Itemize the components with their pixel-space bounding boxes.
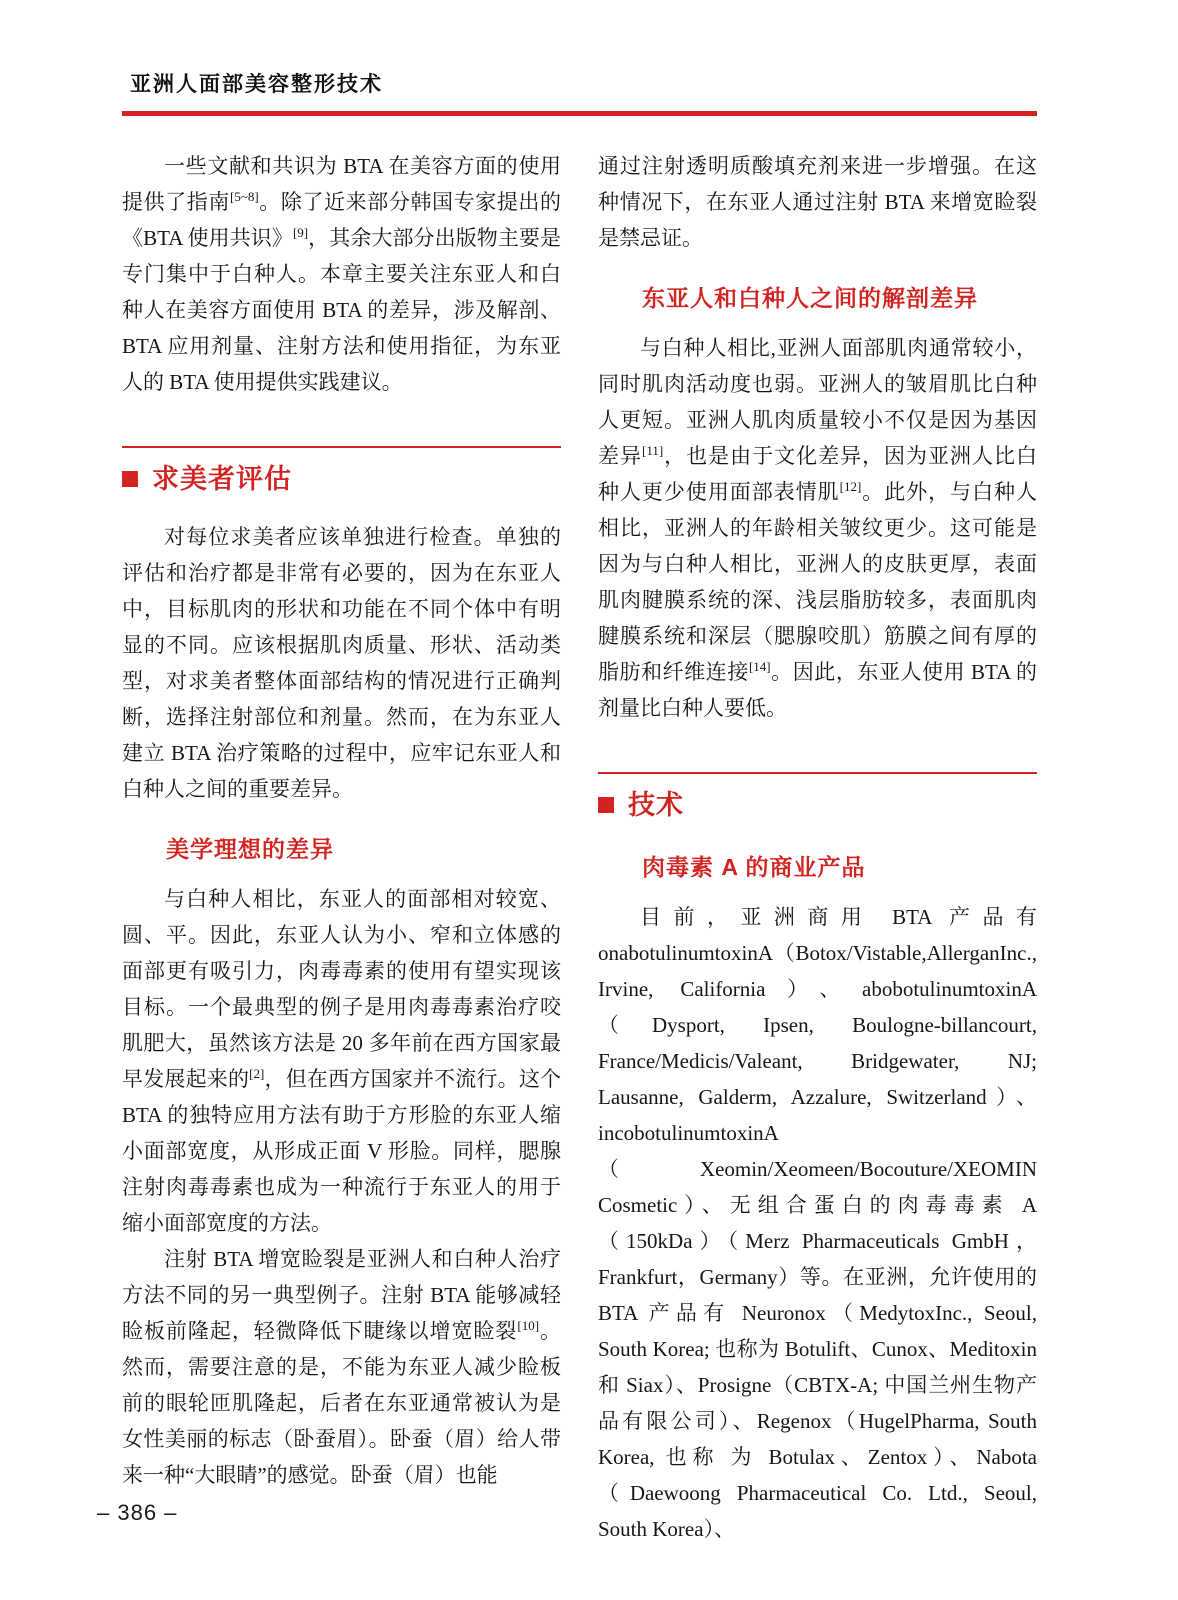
reference-superscript: [12] [839, 479, 862, 494]
paragraph: 目前，亚洲商用 BTA 产品有 onabotulinumtoxinA（Botox/Vistable,AllerganInc., Irvine, California）、abobotulinumtoxinA（Dysport, Ipsen, Boulogne-billancourt, France/Medicis/Valeant, Bridgewater, NJ; Lausanne, Galderm, Azzalure, Switzerland）、incobotulinumtoxinA（Xeomin/Xeomeen/Bocouture/XEOMIN Cosmetic）、无组合蛋白的肉毒毒素 A（150kDa）（Merz Pharmaceuticals GmbH，Frankfurt，Germany）等。在亚洲，允许使用的 BTA 产品有 Neuronox（MedytoxInc., Seoul, South Korea; 也称为 Botulift、Cunox、Meditoxin 和 Siax）、Prosigne（CBTX-A; 中国兰州生物产品有限公司）、Regenox（HugelPharma, South Korea, 也称 为 Botulax、Zentox）、Nabota（Daewoong Pharmaceutical Co. Ltd., Seoul, South Korea）、 [598, 905, 1037, 1541]
paragraph: 一些文献和共识为 BTA 在美容方面的使用提供了指南[5~8]。除了近来部分韩国专家提出的《BTA 使用共识》[9]，其余大部分出版物主要是专门集中于白种人。本章主要关注东亚人和白种人在美容方面使用 BTA 的差异，涉及解剖、BTA 应用剂量、注射方法和使用指征，为东亚人的 BTA 使用提供实践建议。 [122, 154, 562, 394]
section-title-patient-evaluation [122, 459, 561, 499]
two-column-layout [122, 148, 1037, 1547]
page-header [122, 68, 1037, 116]
reference-superscript: [11] [641, 443, 664, 458]
reference-superscript: [14] [748, 659, 771, 674]
reference-superscript: [2] [249, 1066, 265, 1081]
paragraph: 注射 BTA 增宽睑裂是亚洲人和白种人治疗方法不同的另一典型例子。注射 BTA 能够减轻睑板前隆起，轻微降低下睫缘以增宽睑裂[10]。然而，需要注意的是，不能为东亚人减少睑板前的眼轮匝肌隆起，后者在东亚通常被认为是女性美丽的标志（卧蚕眉）。卧蚕（眉）给人带来一种“大眼睛”的感觉。卧蚕（眉）也能 [122, 1247, 562, 1487]
reference-superscript: [10] [517, 1318, 540, 1333]
section-heading-patient-evaluation [122, 446, 561, 499]
header-red-rule [122, 111, 1037, 116]
running-head-title: 亚洲人面部美容整形技术 [130, 73, 383, 96]
paragraph: 与白种人相比,亚洲人面部肌肉通常较小，同时肌肉活动度也弱。亚洲人的皱眉肌比白种人更短。亚洲人肌肉质量较小不仅是因为基因差异[11]，也是由于文化差异，因为亚洲人比白种人更少使用面部表情肌[12]。此外，与白种人相比，亚洲人的年龄相关皱纹更少。这可能是因为与白种人相比，亚洲人的皮肤更厚，表面肌肉腱膜系统的深、浅层脂肪较多，表面肌肉腱膜系统和深层（腮腺咬肌）筋膜之间有厚的脂肪和纤维连接[14]。因此，东亚人使用 BTA 的剂量比白种人要低。 [598, 336, 1038, 720]
reference-superscript: [5~8] [229, 189, 259, 204]
paragraph: 通过注射透明质酸填充剂来进一步增强。在这种情况下，在东亚人通过注射 BTA 来增宽睑裂是禁忌证。 [598, 154, 1037, 250]
paragraph: 与白种人相比，东亚人的面部相对较宽、圆、平。因此，东亚人认为小、窄和立体感的面部更有吸引力，肉毒毒素的使用有望实现该目标。一个最典型的例子是用肉毒毒素治疗咬肌肥大，虽然该方法是 20 多年前在西方国家最早发展起来的[2]，但在西方国家并不流行。这个 BTA 的独特应用方法有助于方形脸的东亚人缩小面部宽度，从形成正面 V 形脸。同样，腮腺注射肉毒毒素也成为一种流行于东亚人的用于缩小面部宽度的方法。 [122, 887, 562, 1235]
section-title-technique [598, 785, 1037, 825]
paragraph: 对每位求美者应该单独进行检查。单独的评估和治疗都是非常有必要的，因为在东亚人中，目标肌肉的形状和功能在不同个体中有明显的不同。应该根据肌肉质量、形状、活动类型，对求美者整体面部结构的情况进行正确判断，选择注射部位和剂量。然而，在为东亚人建立 BTA 治疗策略的过程中，应牢记东亚人和白种人之间的重要差异。 [122, 525, 561, 801]
section-top-rule [598, 772, 1037, 774]
left-column [122, 148, 561, 1547]
subsection-title-anatomic-differences: 东亚人和白种人之间的解剖差异 [642, 285, 978, 311]
subsection-title-commercial-products: 肉毒素 A 的商业产品 [642, 854, 866, 880]
page-number: – 386 – [97, 1500, 178, 1525]
section-square-icon [598, 797, 614, 813]
section-title-text: 技术 [628, 790, 684, 820]
reference-superscript: [9] [292, 225, 309, 240]
right-column [598, 148, 1037, 1547]
section-top-rule [122, 446, 561, 448]
section-square-icon [122, 471, 138, 487]
subsection-title-aesthetic-ideal-differences: 美学理想的差异 [166, 836, 334, 862]
section-heading-technique [598, 772, 1037, 825]
section-title-text: 求美者评估 [152, 464, 292, 494]
